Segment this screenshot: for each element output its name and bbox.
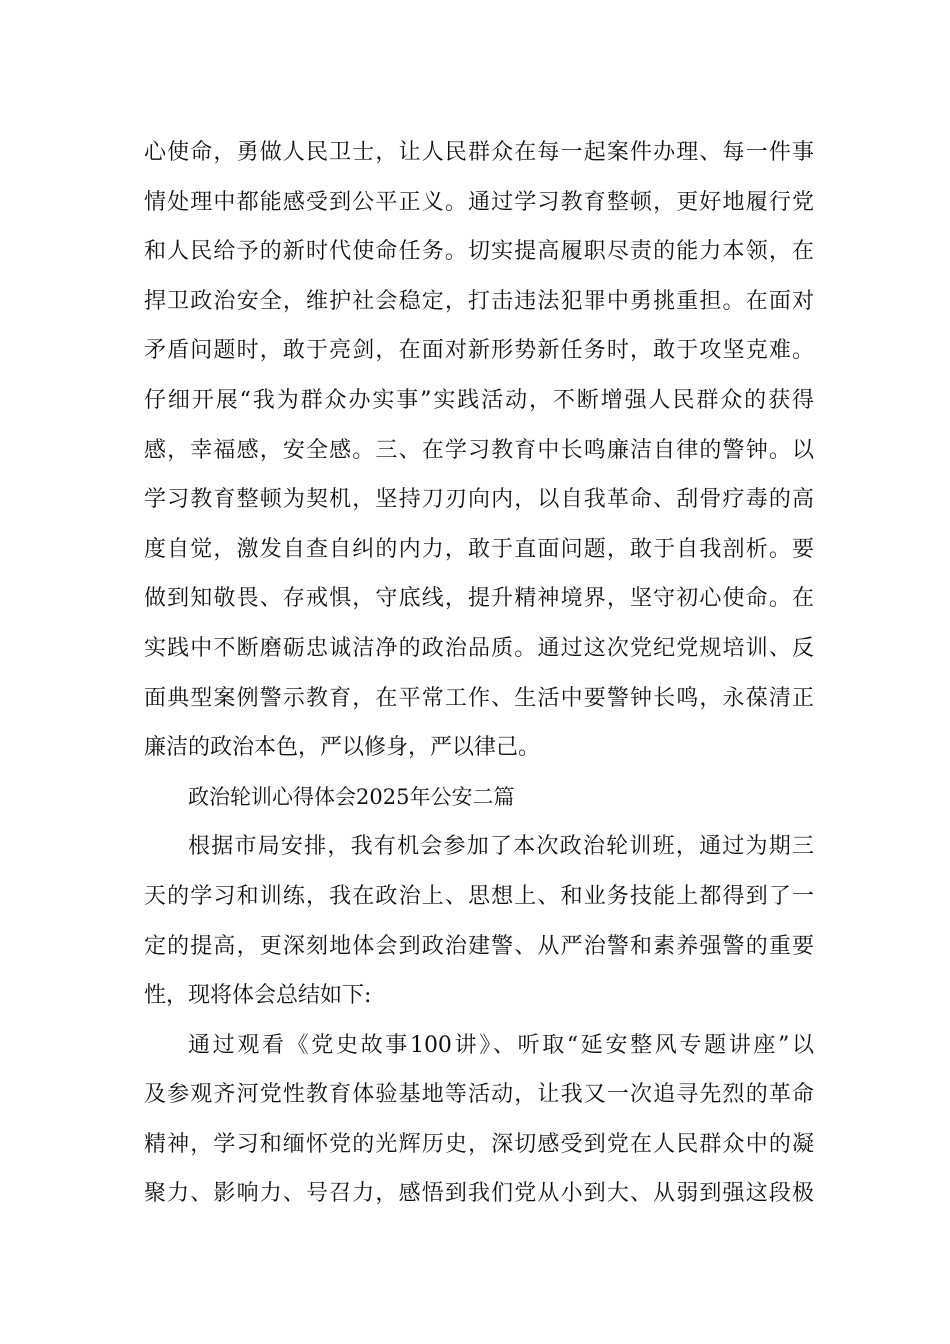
paragraph-line: 和人民给予的新时代使命任务。切实提高履职尽责的能力本领，在 [144, 239, 814, 265]
paragraph-line: 仔细开展“我为群众办实事”实践活动，不断增强人民群众的获得 [144, 387, 814, 413]
paragraph-line: 聚力、影响力、号召力，感悟到我们党从小到大、从弱到强这段极 [144, 1181, 814, 1207]
document-body [144, 128, 814, 1219]
paragraph-line: 通过观看《党史故事100讲》、听取“延安整风专题讲座”以 [188, 1032, 814, 1058]
paragraph-line: 感，幸福感，安全感。三、在学习教育中长鸣廉洁自律的警钟。以 [144, 437, 814, 463]
paragraph-line: 做到知敬畏、存戒惧，守底线，提升精神境界，坚守初心使命。在 [144, 586, 814, 612]
paragraph-line: 度自觉，激发自查自纠的内力，敢于直面问题，敢于自我剖析。要 [144, 536, 814, 562]
paragraph-line: 情处理中都能感受到公平正义。通过学习教育整顿，更好地履行党 [144, 189, 814, 215]
paragraph-line: 精神，学习和缅怀党的光辉历史，深切感受到党在人民群众中的凝 [144, 1131, 814, 1157]
paragraph-line: 及参观齐河党性教育体验基地等活动，让我又一次追寻先烈的革命 [144, 1082, 814, 1108]
paragraph-line: 性，现将体会总结如下: [144, 983, 372, 1009]
paragraph-line: 天的学习和训练，我在政治上、思想上、和业务技能上都得到了一 [144, 883, 814, 909]
paragraph-line: 面典型案例警示教育，在平常工作、生活中要警钟长鸣，永葆清正 [144, 685, 814, 711]
paragraph-line: 定的提高，更深刻地体会到政治建警、从严治警和素养强警的重要 [144, 933, 814, 959]
paragraph-line: 廉洁的政治本色，严以修身，严以律己。 [144, 735, 541, 761]
section-heading: 政治轮训心得体会2025年公安二篇 [188, 784, 515, 809]
paragraph-line: 实践中不断磨砺忠诚洁净的政治品质。通过这次党纪党规培训、反 [144, 635, 814, 661]
paragraph-line: 根据市局安排，我有机会参加了本次政治轮训班，通过为期三 [188, 834, 814, 860]
paragraph-line: 心使命，勇做人民卫士，让人民群众在每一起案件办理、每一件事 [144, 140, 814, 165]
paragraph-line: 矛盾问题时，敢于亮剑，在面对新形势新任务时，敢于攻坚克难。 [144, 338, 814, 364]
paragraph-line: 学习教育整顿为契机，坚持刀刃向内，以自我革命、刮骨疗毒的高 [144, 487, 814, 513]
paragraph-line: 捍卫政治安全，维护社会稳定，打击违法犯罪中勇挑重担。在面对 [144, 288, 814, 314]
